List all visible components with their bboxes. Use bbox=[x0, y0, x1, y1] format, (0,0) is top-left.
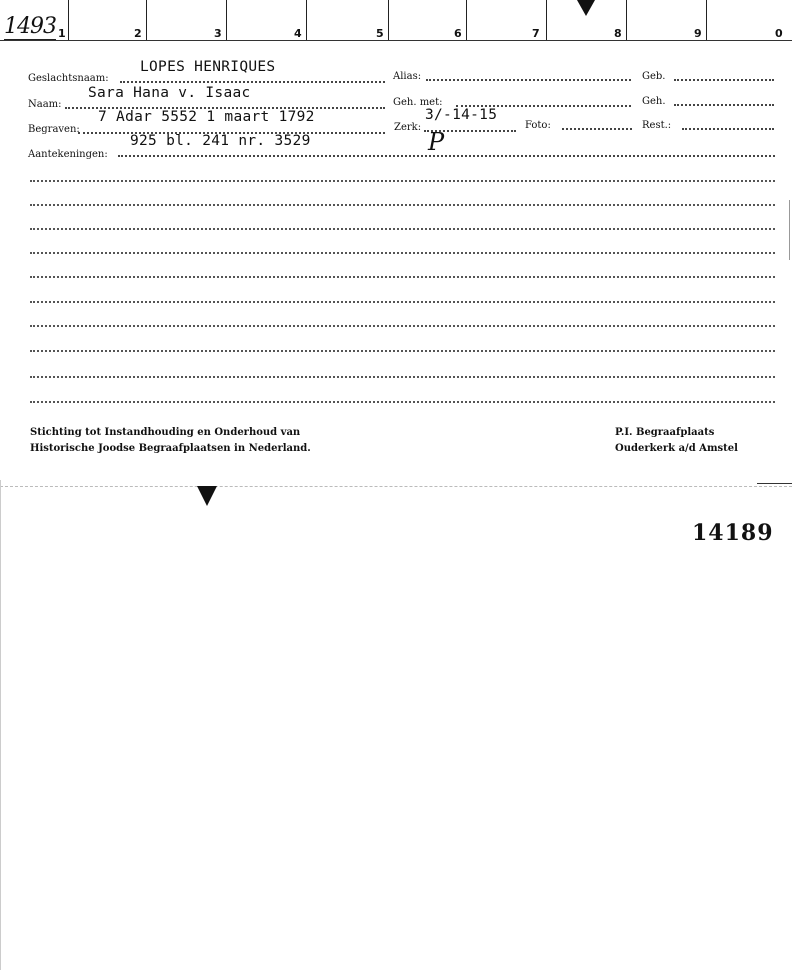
note-line bbox=[30, 251, 775, 254]
strip-number-4: 4 bbox=[294, 27, 302, 40]
note-line bbox=[30, 179, 775, 182]
index-strip bbox=[0, 0, 792, 42]
note-line bbox=[30, 400, 775, 403]
strip-number-1: 1 bbox=[58, 27, 66, 40]
note-line bbox=[30, 300, 775, 303]
strip-tick bbox=[388, 0, 389, 40]
strip-tick bbox=[466, 0, 467, 40]
card-edge-mark bbox=[757, 483, 792, 484]
buried-label: Begraven: bbox=[28, 124, 80, 135]
strip-tick bbox=[146, 0, 147, 40]
note-line bbox=[30, 203, 775, 206]
bottom-marker-triangle bbox=[197, 486, 217, 506]
strip-number-5: 5 bbox=[376, 27, 384, 40]
surname-value: LOPES HENRIQUES bbox=[140, 59, 276, 75]
strip-tick bbox=[706, 0, 707, 40]
name-label: Naam: bbox=[28, 99, 62, 110]
notes-dotted-line bbox=[118, 154, 775, 157]
cemetery-line-2: Ouderkerk a/d Amstel bbox=[615, 443, 738, 454]
strip-number-0: 0 bbox=[775, 27, 783, 40]
strip-tick bbox=[546, 0, 547, 40]
foundation-line-2: Historische Joodse Begraafplaatsen in Nederland. bbox=[30, 443, 311, 454]
stone-label: Zerk: bbox=[394, 122, 422, 133]
strip-number-2: 2 bbox=[134, 27, 142, 40]
rest-label: Rest.: bbox=[642, 120, 672, 131]
strip-tick bbox=[626, 0, 627, 40]
scan-edge bbox=[789, 200, 790, 260]
strip-tick bbox=[306, 0, 307, 40]
notes-value: 925 bl. 241 nr. 3529 bbox=[130, 133, 311, 149]
strip-number-3: 3 bbox=[214, 27, 222, 40]
scan-edge bbox=[0, 480, 1, 970]
name-value: Sara Hana v. Isaac bbox=[88, 85, 251, 101]
archive-number: 14189 bbox=[692, 520, 774, 546]
buried-value: 7 Adar 5552 1 maart 1792 bbox=[98, 109, 315, 125]
photo-label: Foto: bbox=[525, 120, 551, 131]
surname-label: Geslachtsnaam: bbox=[28, 73, 109, 84]
note-line bbox=[30, 227, 775, 230]
cemetery-name bbox=[615, 425, 738, 457]
cemetery-line-1: P.I. Begraafplaats bbox=[615, 427, 715, 438]
rest-dotted-line bbox=[682, 127, 774, 130]
note-line bbox=[30, 349, 775, 352]
strip-number-9: 9 bbox=[694, 27, 702, 40]
alias-dotted-line bbox=[426, 78, 631, 81]
handwritten-card-number: 1493 bbox=[4, 14, 56, 39]
strip-number-7: 7 bbox=[532, 27, 540, 40]
strip-number-8: 8 bbox=[614, 27, 622, 40]
surname-dotted-line bbox=[120, 80, 385, 83]
geh-dotted-line bbox=[674, 103, 774, 106]
note-line bbox=[30, 275, 775, 278]
geb-label-1: Geb. bbox=[642, 71, 666, 82]
notes-label: Aantekeningen: bbox=[28, 149, 108, 160]
strip-number-6: 6 bbox=[454, 27, 462, 40]
strip-tick bbox=[68, 0, 69, 40]
top-marker-triangle bbox=[577, 0, 595, 16]
strip-divider bbox=[0, 40, 792, 41]
foundation-name bbox=[30, 425, 311, 457]
note-line bbox=[30, 324, 775, 327]
photo-dotted-line bbox=[562, 127, 632, 130]
note-line bbox=[30, 375, 775, 378]
married-label: Geh. met: bbox=[393, 97, 443, 108]
alias-label: Alias: bbox=[393, 71, 422, 82]
geb-dotted-line-1 bbox=[674, 78, 774, 81]
stone-value: 3/-14-15 bbox=[425, 107, 498, 123]
geh-label: Geh. bbox=[642, 96, 666, 107]
handwritten-mark: P bbox=[428, 128, 445, 156]
strip-tick bbox=[226, 0, 227, 40]
foundation-line-1: Stichting tot Instandhouding en Onderhoud van bbox=[30, 427, 301, 438]
card-bottom-edge bbox=[0, 486, 792, 488]
